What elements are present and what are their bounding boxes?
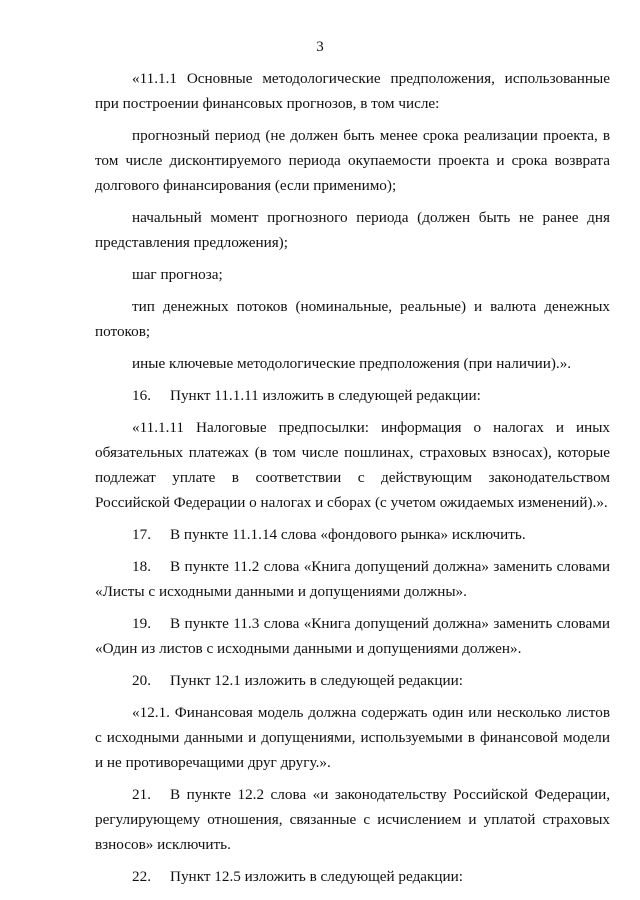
- paragraph-text: «11.1.1 Основные методологические предположения, использованные при построении финансовых прогнозов, в том числе:: [95, 70, 610, 112]
- paragraph: [95, 351, 610, 376]
- paragraph-number: 17.: [132, 526, 151, 543]
- paragraph: [95, 415, 610, 515]
- paragraph-text: «11.1.11 Налоговые предпосылки: информация о налогах и иных обязательных платежах (в том числе пошлинах, страховых взносах), которые подлежат уплате в соответствии с действующим законодательством Российской Федерации о налогах и сборах (с учетом ожидаемых изменений).».: [95, 419, 610, 511]
- paragraph-number: 16.: [132, 387, 151, 404]
- paragraph-numbered: [95, 668, 610, 693]
- paragraph-text: прогнозный период (не должен быть менее срока реализации проекта, в том числе дисконтируемого периода окупаемости проекта и срока возврата долгового финансирования (если применимо);: [95, 127, 610, 194]
- paragraph-text: Пункт 12.5 изложить в следующей редакции:: [170, 868, 464, 885]
- paragraph-number: 20.: [132, 672, 151, 689]
- paragraph: [95, 205, 610, 255]
- paragraph: [95, 123, 610, 198]
- paragraph-numbered: [95, 383, 610, 408]
- paragraph-numbered: [95, 782, 610, 857]
- paragraph-numbered: [95, 864, 610, 889]
- paragraph: [95, 294, 610, 344]
- paragraph-text: В пункте 11.2 слова «Книга допущений должна» заменить словами «Листы с исходными данными и допущениями должны».: [95, 558, 610, 600]
- paragraph-text: «12.1. Финансовая модель должна содержать один или несколько листов с исходными данными и допущениями, используемыми в финансовой модели и не противоречащими друг другу.».: [95, 704, 610, 771]
- paragraph-number: 22.: [132, 868, 151, 885]
- paragraph: [95, 262, 610, 287]
- paragraph-numbered: [95, 611, 610, 661]
- paragraph-text: В пункте 12.2 слова «и законодательству Российской Федерации, регулирующему отношения, связанные с исчислением и уплатой страховых взносов» исключить.: [95, 786, 610, 853]
- paragraph-text: тип денежных потоков (номинальные, реальные) и валюта денежных потоков;: [95, 298, 610, 340]
- page-number: 3: [316, 39, 324, 55]
- paragraph-text: В пункте 11.1.14 слова «фондового рынка» исключить.: [170, 526, 526, 543]
- paragraph-text: Пункт 12.1 изложить в следующей редакции:: [170, 672, 464, 689]
- paragraph: [95, 700, 610, 775]
- paragraph-text: начальный момент прогнозного периода (должен быть не ранее дня представления предложения);: [95, 209, 610, 251]
- paragraph: [95, 66, 610, 116]
- paragraph-numbered: [95, 522, 610, 547]
- document-body: [95, 66, 610, 896]
- paragraph-number: 21.: [132, 786, 151, 803]
- paragraph-text: иные ключевые методологические предположения (при наличии).».: [132, 355, 572, 372]
- paragraph-number: 18.: [132, 558, 151, 575]
- paragraph-text: Пункт 11.1.11 изложить в следующей редакции:: [170, 387, 481, 404]
- paragraph-text: шаг прогноза;: [132, 266, 223, 283]
- paragraph-text: В пункте 11.3 слова «Книга допущений должна» заменить словами «Один из листов с исходными данными и допущениями должен».: [95, 615, 610, 657]
- paragraph-number: 19.: [132, 615, 151, 632]
- paragraph-numbered: [95, 554, 610, 604]
